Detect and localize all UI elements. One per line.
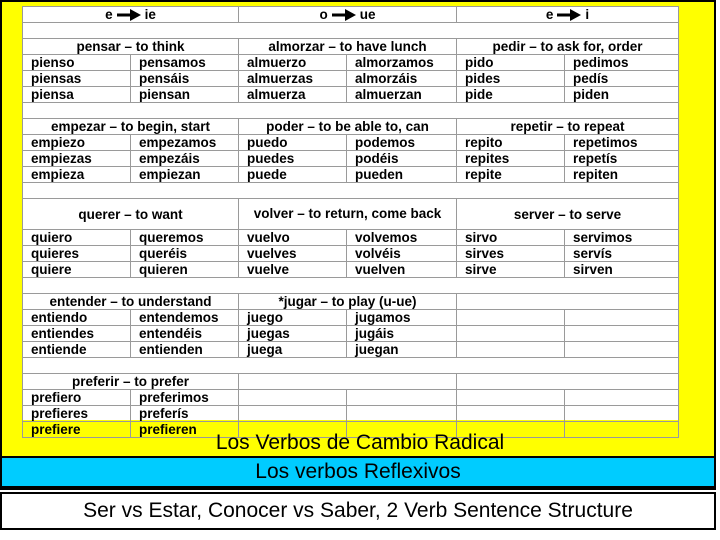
conjugation-cell: empiezo [23,135,131,151]
conjugation-cell: prefieren [131,422,239,438]
conjugation-row [23,390,679,406]
conjugation-cell: preferís [131,406,239,422]
verb-heading: pensar – to think [23,39,239,55]
conjugation-row [23,87,679,103]
conjugation-cell: preferimos [131,390,239,406]
conjugation-cell: sirve [457,262,565,278]
change-from: o [319,7,328,22]
change-e-ie [23,7,239,23]
conjugation-cell: piden [565,87,679,103]
conjugation-cell [457,310,565,326]
conjugation-cell: prefiero [23,390,131,406]
verb-heading [457,294,679,310]
conjugation-cell: sirves [457,246,565,262]
conjugation-cell: podemos [347,135,457,151]
change-o-ue [239,7,457,23]
verb-heading: repetir – to repeat [457,119,679,135]
conjugation-cell: piensas [23,71,131,87]
conjugation-row [23,167,679,183]
conjugation-cell: entendemos [131,310,239,326]
conjugation-cell [565,342,679,358]
verb-heading: preferir – to prefer [23,374,239,390]
conjugation-row [23,342,679,358]
conjugation-cell: prefiere [23,422,131,438]
conjugation-cell: repites [457,151,565,167]
conjugation-cell: juegas [239,326,347,342]
conjugation-cell: pedís [565,71,679,87]
conjugation-cell: almuerzas [239,71,347,87]
change-to: ue [359,7,376,22]
conjugation-cell: puedes [239,151,347,167]
conjugation-cell [239,406,347,422]
verb-heading-row [23,39,679,55]
conjugation-cell: pensáis [131,71,239,87]
conjugation-cell: almorzamos [347,55,457,71]
change-to: ie [144,7,156,22]
conjugation-row [23,55,679,71]
conjugation-cell: entendéis [131,326,239,342]
conjugation-cell: volvéis [347,246,457,262]
conjugation-row [23,230,679,246]
change-from: e [545,7,554,22]
conjugation-cell: servimos [565,230,679,246]
stem-change-header-row [23,7,679,23]
conjugation-cell: sirven [565,262,679,278]
conjugation-cell: vuelven [347,262,457,278]
verb-chart-sheet [22,6,678,437]
conjugation-cell: queréis [131,246,239,262]
conjugation-cell [565,406,679,422]
conjugation-cell: juega [239,342,347,358]
conjugation-cell [565,326,679,342]
conjugation-cell [347,390,457,406]
verb-heading [457,374,679,390]
conjugation-row [23,151,679,167]
conjugation-cell: sirvo [457,230,565,246]
change-e-i [457,7,679,23]
verb-heading: querer – to want [23,199,239,230]
verb-heading: poder – to be able to, can [239,119,457,135]
link-ser-estar[interactable]: Ser vs Estar, Conocer vs Saber, 2 Verb Sentence Structure [0,492,716,530]
conjugation-cell: empezamos [131,135,239,151]
verb-heading-row [23,119,679,135]
conjugation-cell: repetimos [565,135,679,151]
conjugation-cell: almorzáis [347,71,457,87]
conjugation-cell: pedimos [565,55,679,71]
conjugation-cell: empiezas [23,151,131,167]
conjugation-cell: pienso [23,55,131,71]
verb-heading-row [23,294,679,310]
conjugation-cell: pensamos [131,55,239,71]
conjugation-row [23,406,679,422]
conjugation-cell: repetís [565,151,679,167]
verb-heading: pedir – to ask for, order [457,39,679,55]
conjugation-row [23,71,679,87]
conjugation-cell: empiezan [131,167,239,183]
conjugation-cell: jugamos [347,310,457,326]
conjugation-cell: empezáis [131,151,239,167]
verb-heading: almorzar – to have lunch [239,39,457,55]
conjugation-cell: repito [457,135,565,151]
conjugation-cell: empieza [23,167,131,183]
spacer-row [23,23,679,39]
arrow-right-icon [117,9,141,21]
conjugation-cell: entiendo [23,310,131,326]
verb-heading: *jugar – to play (u-ue) [239,294,457,310]
conjugation-cell: vuelve [239,262,347,278]
conjugation-cell: quieres [23,246,131,262]
link-verbos-reflexivos[interactable]: Los verbos Reflexivos [2,456,714,488]
link-cambio-radical[interactable]: Los Verbos de Cambio Radical [215,431,505,454]
conjugation-cell [565,310,679,326]
conjugation-cell: quieren [131,262,239,278]
conjugation-cell: piensan [131,87,239,103]
conjugation-cell: pides [457,71,565,87]
conjugation-cell: volvemos [347,230,457,246]
conjugation-cell: almuerzan [347,87,457,103]
spacer-row [23,183,679,199]
verb-heading: empezar – to begin, start [23,119,239,135]
verb-heading: volver – to return, come back [239,199,457,230]
conjugation-cell: pueden [347,167,457,183]
conjugation-cell: quiero [23,230,131,246]
conjugation-row [23,326,679,342]
verb-heading-row [23,374,679,390]
conjugation-cell: entienden [131,342,239,358]
conjugation-cell: quiere [23,262,131,278]
conjugation-cell: podéis [347,151,457,167]
conjugation-cell: almuerzo [239,55,347,71]
conjugation-cell: repiten [565,167,679,183]
verb-heading-row [23,199,679,230]
conjugation-cell: repite [457,167,565,183]
conjugation-cell: vuelvo [239,230,347,246]
spacer-row [23,278,679,294]
change-to: i [585,7,590,22]
arrow-right-icon [557,9,581,21]
verb-heading: server – to serve [457,199,679,230]
change-from: e [105,7,113,22]
verb-heading [239,374,457,390]
conjugation-cell [565,390,679,406]
conjugation-cell: piensa [23,87,131,103]
arrow-right-icon [332,9,356,21]
conjugation-cell [457,390,565,406]
conjugation-cell: puede [239,167,347,183]
conjugation-cell [457,406,565,422]
conjugation-cell: puedo [239,135,347,151]
conjugation-cell: queremos [131,230,239,246]
conjugation-row [23,135,679,151]
verb-heading: entender – to understand [23,294,239,310]
conjugation-cell: pide [457,87,565,103]
conjugation-row [23,310,679,326]
spacer-row [23,103,679,119]
conjugation-cell [457,326,565,342]
conjugation-cell: jugáis [347,326,457,342]
conjugation-cell: prefieres [23,406,131,422]
conjugation-cell: vuelves [239,246,347,262]
conjugation-cell: almuerza [239,87,347,103]
conjugation-cell: entiendes [23,326,131,342]
conjugation-cell: juegan [347,342,457,358]
stem-changing-verb-table [22,6,679,438]
conjugation-row [23,262,679,278]
conjugation-cell [347,406,457,422]
conjugation-cell: entiende [23,342,131,358]
conjugation-cell [457,342,565,358]
conjugation-row [23,246,679,262]
conjugation-cell: pido [457,55,565,71]
spacer-row [23,358,679,374]
conjugation-cell [239,390,347,406]
conjugation-cell: servís [565,246,679,262]
conjugation-cell: juego [239,310,347,326]
